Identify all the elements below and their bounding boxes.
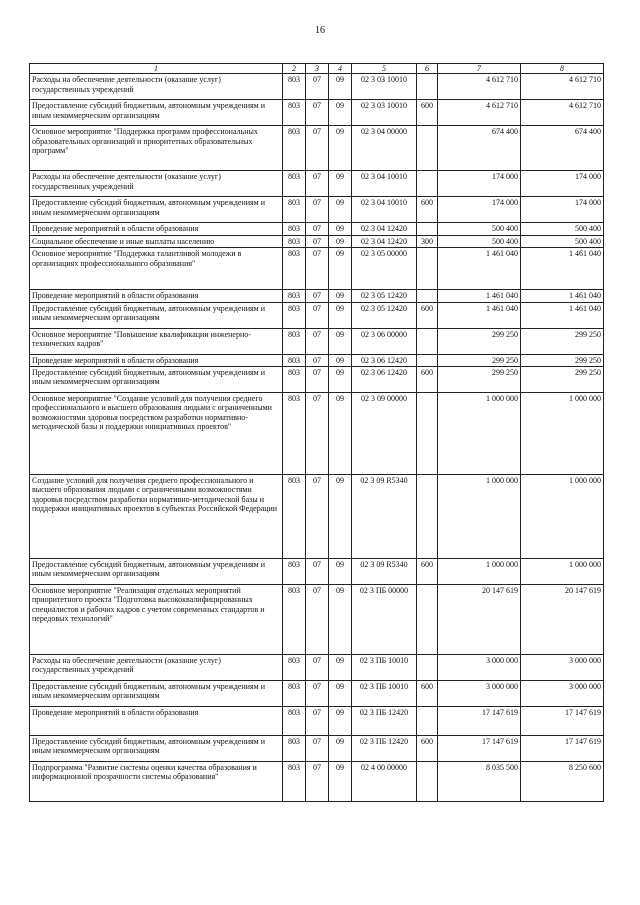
ministry-code: 803 [283, 475, 306, 559]
subsection-code: 09 [329, 681, 352, 707]
expense-type-code [417, 223, 438, 235]
subsection-code: 09 [329, 559, 352, 585]
amount-year-2: 299 250 [521, 328, 604, 354]
column-header: 4 [329, 64, 352, 74]
amount-year-2: 4 612 710 [521, 100, 604, 126]
subsection-code: 09 [329, 171, 352, 197]
ministry-code: 803 [283, 681, 306, 707]
table-row [30, 559, 604, 585]
amount-year-2: 674 400 [521, 126, 604, 171]
subsection-code: 09 [329, 475, 352, 559]
expense-type-code [417, 762, 438, 802]
column-header: 2 [283, 64, 306, 74]
row-description: Предоставление субсидий бюджетным, автономным учреждениям и иным некоммерческим организациям [30, 559, 283, 585]
row-description: Предоставление субсидий бюджетным, автономным учреждениям и иным некоммерческим организациям [30, 197, 283, 223]
subsection-code: 09 [329, 197, 352, 223]
expense-type-code: 600 [417, 302, 438, 328]
table-row [30, 223, 604, 235]
section-code: 07 [306, 235, 329, 247]
subsection-code: 09 [329, 393, 352, 475]
section-code: 07 [306, 197, 329, 223]
subsection-code: 09 [329, 585, 352, 655]
target-item-code: 02 3 ПБ 12420 [352, 736, 417, 762]
section-code: 07 [306, 100, 329, 126]
amount-year-1: 174 000 [438, 171, 521, 197]
amount-year-1: 1 461 040 [438, 248, 521, 290]
target-item-code: 02 3 04 10010 [352, 171, 417, 197]
subsection-code: 09 [329, 248, 352, 290]
ministry-code: 803 [283, 736, 306, 762]
amount-year-1: 4 612 710 [438, 74, 521, 100]
expense-type-code [417, 393, 438, 475]
amount-year-1: 17 147 619 [438, 736, 521, 762]
section-code: 07 [306, 328, 329, 354]
ministry-code: 803 [283, 655, 306, 681]
ministry-code: 803 [283, 248, 306, 290]
ministry-code: 803 [283, 585, 306, 655]
amount-year-2: 3 000 000 [521, 655, 604, 681]
expense-type-code: 600 [417, 367, 438, 393]
row-description: Проведение мероприятий в области образования [30, 290, 283, 302]
ministry-code: 803 [283, 171, 306, 197]
expense-type-code [417, 354, 438, 366]
target-item-code: 02 3 ПБ 00000 [352, 585, 417, 655]
target-item-code: 02 3 06 00000 [352, 328, 417, 354]
expense-type-code [417, 585, 438, 655]
amount-year-2: 4 612 710 [521, 74, 604, 100]
row-description: Основное мероприятие "Поддержка талантливой молодежи в организациях профессионального образования" [30, 248, 283, 290]
row-description: Предоставление субсидий бюджетным, автономным учреждениям и иным некоммерческим организациям [30, 736, 283, 762]
row-description: Подпрограмма "Развитие системы оценки качества образования и информационной прозрачности системы образования" [30, 762, 283, 802]
target-item-code: 02 3 ПБ 12420 [352, 707, 417, 736]
amount-year-2: 174 000 [521, 197, 604, 223]
expense-type-code [417, 74, 438, 100]
section-code: 07 [306, 681, 329, 707]
target-item-code: 02 3 06 12420 [352, 354, 417, 366]
amount-year-1: 3 000 000 [438, 655, 521, 681]
amount-year-1: 1 461 040 [438, 302, 521, 328]
expense-type-code [417, 171, 438, 197]
table-body [30, 74, 604, 802]
subsection-code: 09 [329, 302, 352, 328]
page-number: 16 [315, 25, 325, 36]
row-description: Предоставление субсидий бюджетным, автономным учреждениям и иным некоммерческим организациям [30, 681, 283, 707]
ministry-code: 803 [283, 223, 306, 235]
table-row [30, 736, 604, 762]
ministry-code: 803 [283, 328, 306, 354]
expense-type-code: 600 [417, 197, 438, 223]
amount-year-2: 299 250 [521, 354, 604, 366]
column-header: 8 [521, 64, 604, 74]
row-description: Создание условий для получения среднего профессионального и высшего образования людьми с ограниченными возможностями здоровья посредством разработки нормативно-методической базы и поддержки инициативных проектов в субъектах Российской Федерации [30, 475, 283, 559]
expense-type-code [417, 707, 438, 736]
target-item-code: 02 3 04 10010 [352, 197, 417, 223]
amount-year-2: 1 461 040 [521, 290, 604, 302]
target-item-code: 02 3 05 12420 [352, 290, 417, 302]
table-row [30, 585, 604, 655]
table-row [30, 328, 604, 354]
target-item-code: 02 3 ПБ 10010 [352, 681, 417, 707]
expense-type-code [417, 290, 438, 302]
amount-year-1: 20 147 619 [438, 585, 521, 655]
subsection-code: 09 [329, 74, 352, 100]
table-row [30, 475, 604, 559]
amount-year-2: 1 000 000 [521, 393, 604, 475]
ministry-code: 803 [283, 393, 306, 475]
table-row [30, 235, 604, 247]
table-row [30, 248, 604, 290]
row-description: Проведение мероприятий в области образования [30, 223, 283, 235]
target-item-code: 02 3 03 10010 [352, 74, 417, 100]
expense-type-code [417, 328, 438, 354]
target-item-code: 02 3 04 12420 [352, 235, 417, 247]
ministry-code: 803 [283, 74, 306, 100]
section-code: 07 [306, 655, 329, 681]
amount-year-1: 17 147 619 [438, 707, 521, 736]
amount-year-1: 3 000 000 [438, 681, 521, 707]
table-row [30, 290, 604, 302]
ministry-code: 803 [283, 126, 306, 171]
target-item-code: 02 3 05 12420 [352, 302, 417, 328]
amount-year-1: 299 250 [438, 328, 521, 354]
target-item-code: 02 3 03 10010 [352, 100, 417, 126]
ministry-code: 803 [283, 354, 306, 366]
expense-type-code [417, 655, 438, 681]
amount-year-1: 174 000 [438, 197, 521, 223]
amount-year-2: 3 000 000 [521, 681, 604, 707]
amount-year-2: 1 000 000 [521, 475, 604, 559]
column-header: 6 [417, 64, 438, 74]
amount-year-2: 17 147 619 [521, 707, 604, 736]
amount-year-2: 1 461 040 [521, 302, 604, 328]
amount-year-1: 1 000 000 [438, 393, 521, 475]
ministry-code: 803 [283, 367, 306, 393]
expense-type-code: 600 [417, 681, 438, 707]
table-row [30, 302, 604, 328]
target-item-code: 02 3 09 R5340 [352, 559, 417, 585]
row-description: Расходы на обеспечение деятельности (оказание услуг) государственных учреждений [30, 74, 283, 100]
subsection-code: 09 [329, 126, 352, 171]
expense-type-code [417, 475, 438, 559]
section-code: 07 [306, 302, 329, 328]
amount-year-2: 1 000 000 [521, 559, 604, 585]
row-description: Проведение мероприятий в области образования [30, 707, 283, 736]
ministry-code: 803 [283, 707, 306, 736]
subsection-code: 09 [329, 707, 352, 736]
amount-year-2: 1 461 040 [521, 248, 604, 290]
section-code: 07 [306, 762, 329, 802]
amount-year-1: 4 612 710 [438, 100, 521, 126]
budget-table [29, 63, 604, 802]
section-code: 07 [306, 475, 329, 559]
table-row [30, 707, 604, 736]
amount-year-1: 8 035 500 [438, 762, 521, 802]
subsection-code: 09 [329, 328, 352, 354]
expense-type-code: 600 [417, 559, 438, 585]
target-item-code: 02 3 04 12420 [352, 223, 417, 235]
amount-year-2: 299 250 [521, 367, 604, 393]
row-description: Основное мероприятие "Создание условий для получения среднего профессионального и высшего образования людьми с ограниченными возможностями здоровья посредством разработки нормативно-методической базы и поддержки инициативных проектов" [30, 393, 283, 475]
subsection-code: 09 [329, 762, 352, 802]
target-item-code: 02 3 09 R5340 [352, 475, 417, 559]
section-code: 07 [306, 223, 329, 235]
section-code: 07 [306, 290, 329, 302]
ministry-code: 803 [283, 302, 306, 328]
subsection-code: 09 [329, 290, 352, 302]
amount-year-1: 1 000 000 [438, 559, 521, 585]
amount-year-1: 1 461 040 [438, 290, 521, 302]
table-row [30, 171, 604, 197]
target-item-code: 02 3 04 00000 [352, 126, 417, 171]
subsection-code: 09 [329, 736, 352, 762]
row-description: Социальное обеспечение и иные выплаты населению [30, 235, 283, 247]
amount-year-1: 299 250 [438, 354, 521, 366]
section-code: 07 [306, 585, 329, 655]
table-row [30, 74, 604, 100]
amount-year-1: 299 250 [438, 367, 521, 393]
amount-year-2: 500 400 [521, 223, 604, 235]
amount-year-1: 1 000 000 [438, 475, 521, 559]
subsection-code: 09 [329, 354, 352, 366]
subsection-code: 09 [329, 223, 352, 235]
row-description: Проведение мероприятий в области образования [30, 354, 283, 366]
amount-year-1: 500 400 [438, 223, 521, 235]
table-row [30, 100, 604, 126]
section-code: 07 [306, 248, 329, 290]
ministry-code: 803 [283, 197, 306, 223]
row-description: Предоставление субсидий бюджетным, автономным учреждениям и иным некоммерческим организациям [30, 100, 283, 126]
table-row [30, 681, 604, 707]
section-code: 07 [306, 354, 329, 366]
target-item-code: 02 4 00 00000 [352, 762, 417, 802]
row-description: Основное мероприятие "Повышение квалификации инженерно-технических кадров" [30, 328, 283, 354]
section-code: 07 [306, 367, 329, 393]
amount-year-2: 17 147 619 [521, 736, 604, 762]
table-row [30, 197, 604, 223]
expense-type-code [417, 248, 438, 290]
table-row [30, 393, 604, 475]
ministry-code: 803 [283, 290, 306, 302]
table-row [30, 367, 604, 393]
target-item-code: 02 3 ПБ 10010 [352, 655, 417, 681]
section-code: 07 [306, 74, 329, 100]
expense-type-code: 300 [417, 235, 438, 247]
amount-year-2: 8 250 600 [521, 762, 604, 802]
expense-type-code: 600 [417, 100, 438, 126]
amount-year-1: 674 400 [438, 126, 521, 171]
amount-year-1: 500 400 [438, 235, 521, 247]
table-row [30, 354, 604, 366]
amount-year-2: 174 000 [521, 171, 604, 197]
column-header: 7 [438, 64, 521, 74]
section-code: 07 [306, 707, 329, 736]
column-header: 3 [306, 64, 329, 74]
expense-type-code: 600 [417, 736, 438, 762]
section-code: 07 [306, 126, 329, 171]
target-item-code: 02 3 06 12420 [352, 367, 417, 393]
subsection-code: 09 [329, 655, 352, 681]
target-item-code: 02 3 05 00000 [352, 248, 417, 290]
section-code: 07 [306, 393, 329, 475]
row-description: Предоставление субсидий бюджетным, автономным учреждениям и иным некоммерческим организациям [30, 302, 283, 328]
table-header-row [30, 64, 604, 74]
section-code: 07 [306, 559, 329, 585]
table-row [30, 655, 604, 681]
row-description: Расходы на обеспечение деятельности (оказание услуг) государственных учреждений [30, 655, 283, 681]
row-description: Основное мероприятие "Реализация отдельных мероприятий приоритетного проекта "Подготовка высококвалифицированных специалистов и рабочих кадров с учетом современных стандартов и передовых технологий" [30, 585, 283, 655]
ministry-code: 803 [283, 100, 306, 126]
ministry-code: 803 [283, 235, 306, 247]
section-code: 07 [306, 736, 329, 762]
amount-year-2: 500 400 [521, 235, 604, 247]
subsection-code: 09 [329, 367, 352, 393]
ministry-code: 803 [283, 559, 306, 585]
expense-type-code [417, 126, 438, 171]
table-row [30, 762, 604, 802]
subsection-code: 09 [329, 235, 352, 247]
amount-year-2: 20 147 619 [521, 585, 604, 655]
section-code: 07 [306, 171, 329, 197]
row-description: Основное мероприятие "Поддержка программ профессиональных образовательных организаций и приоритетных образовательных программ" [30, 126, 283, 171]
table-row [30, 126, 604, 171]
subsection-code: 09 [329, 100, 352, 126]
target-item-code: 02 3 09 00000 [352, 393, 417, 475]
row-description: Предоставление субсидий бюджетным, автономным учреждениям и иным некоммерческим организациям [30, 367, 283, 393]
ministry-code: 803 [283, 762, 306, 802]
row-description: Расходы на обеспечение деятельности (оказание услуг) государственных учреждений [30, 171, 283, 197]
column-header: 1 [30, 64, 283, 74]
column-header: 5 [352, 64, 417, 74]
